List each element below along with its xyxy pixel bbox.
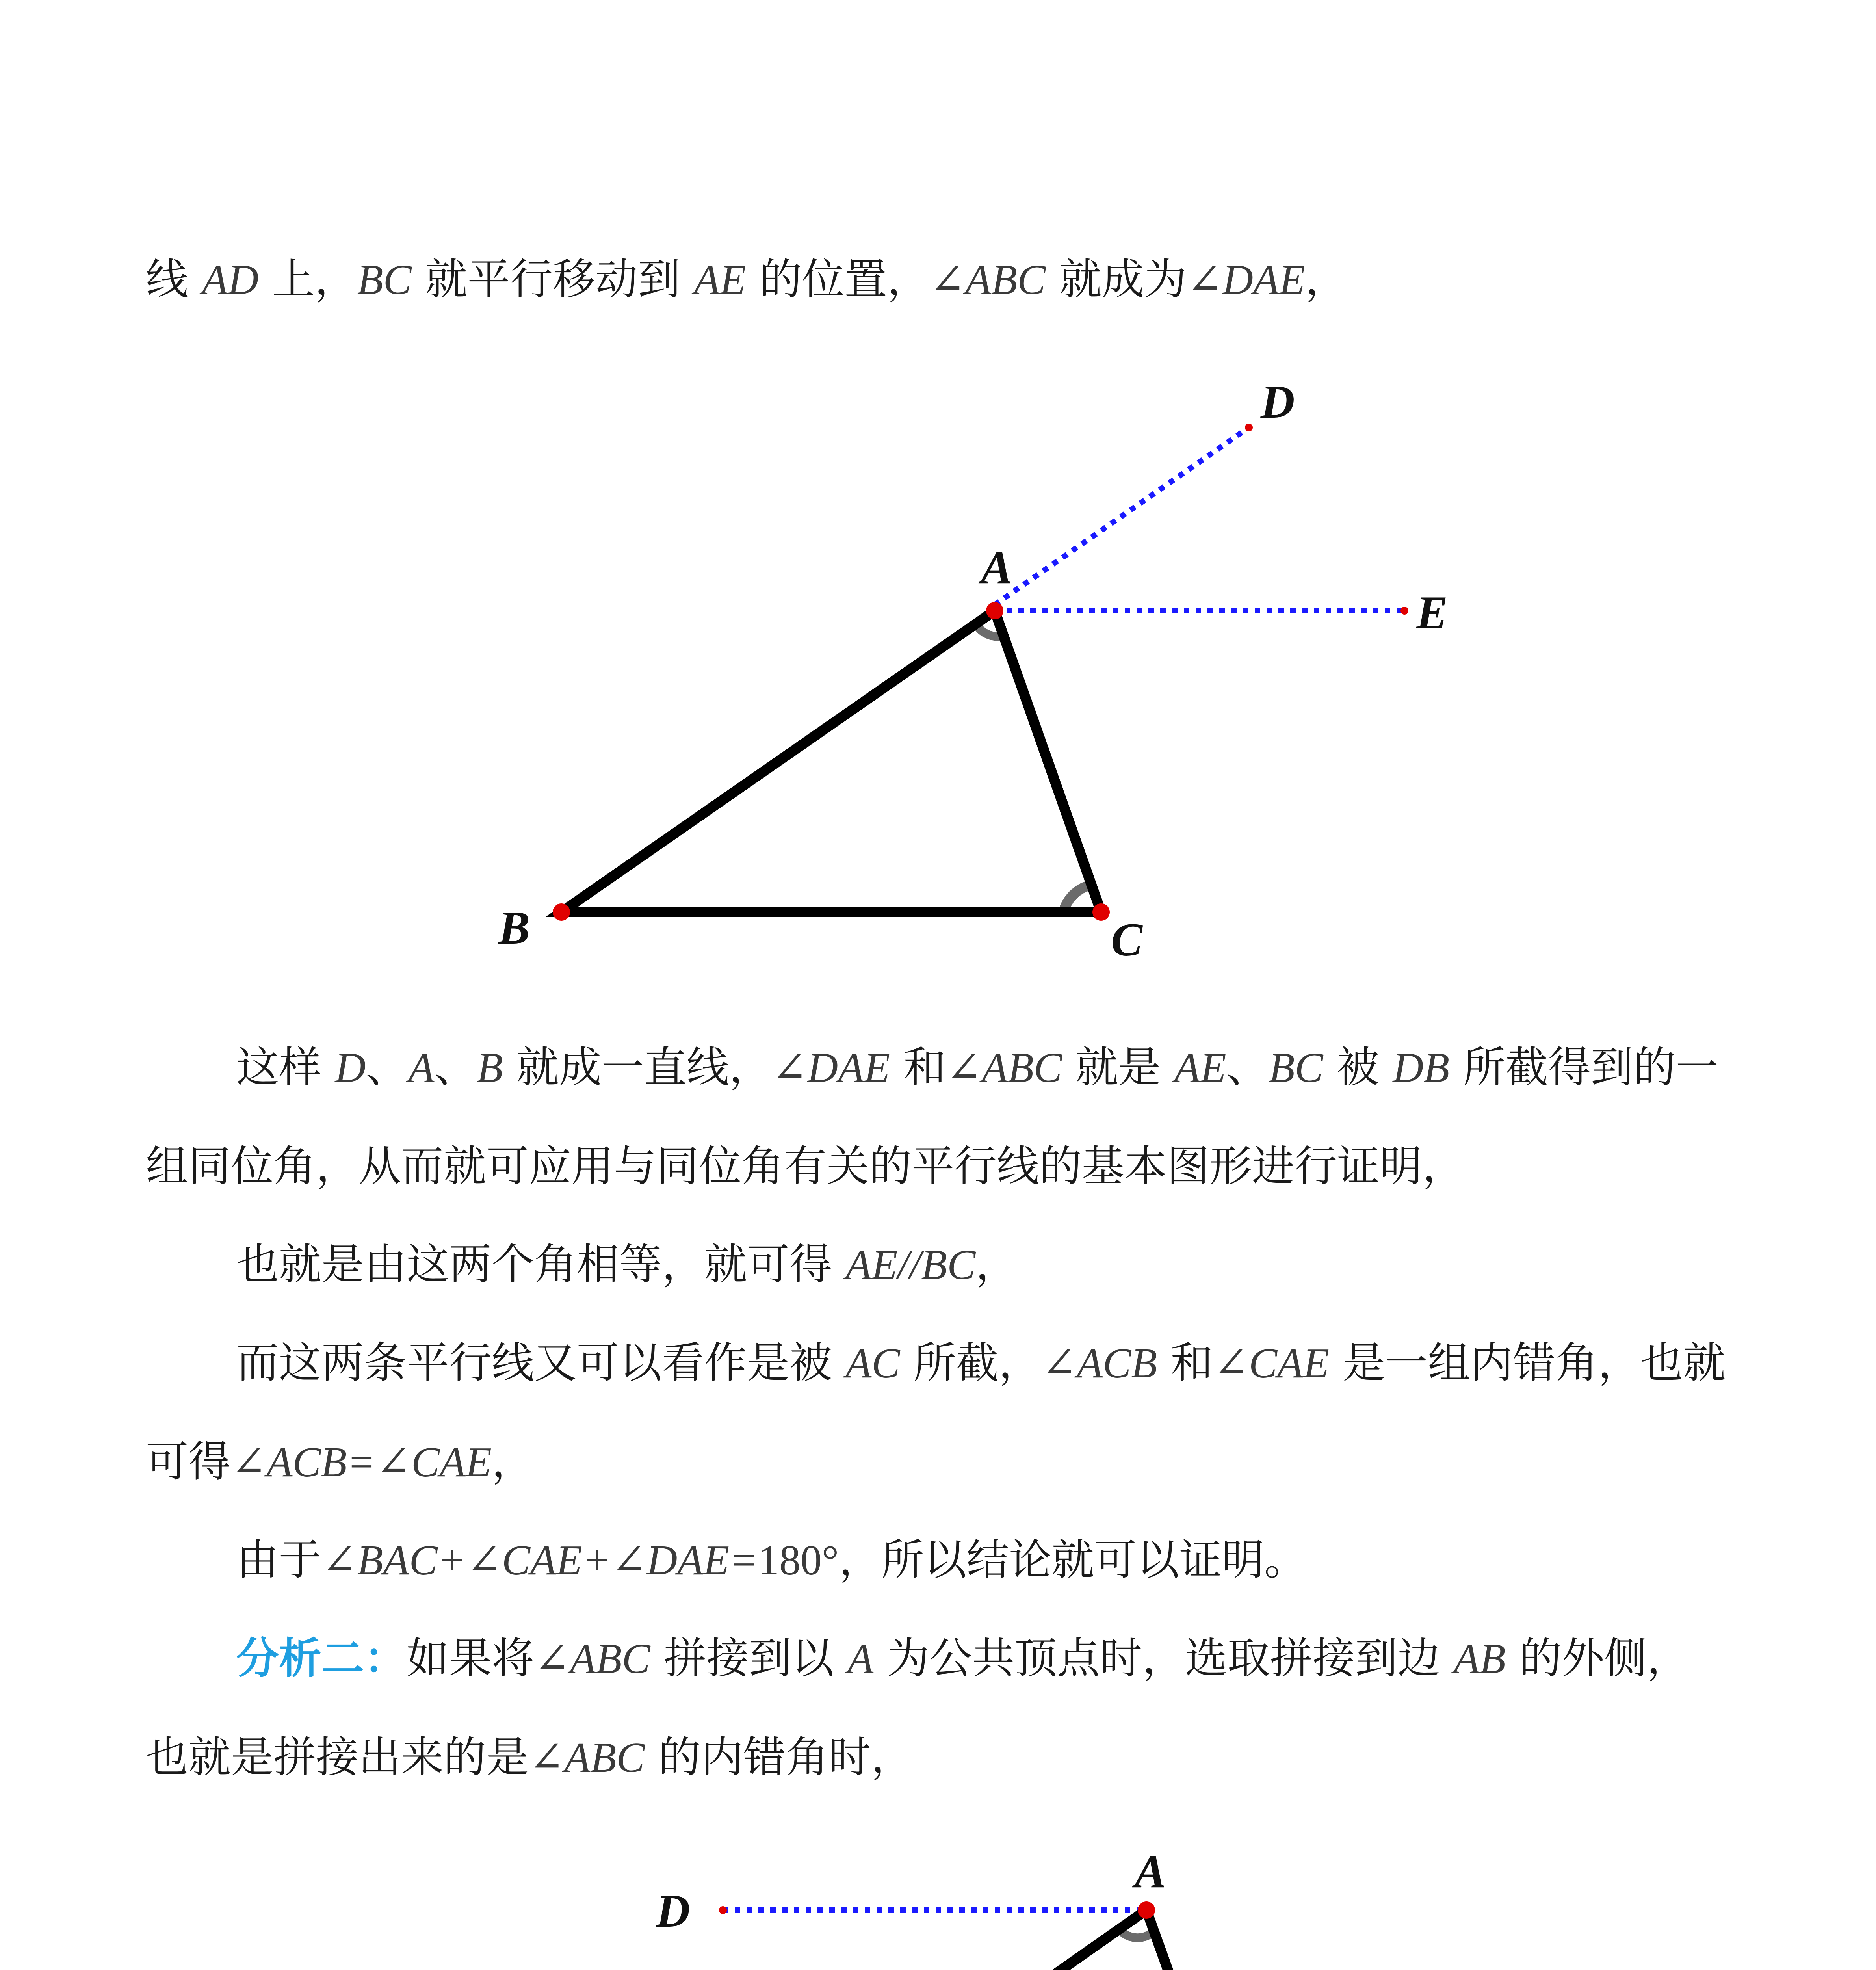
math: AE: [694, 256, 746, 303]
figure-2-triangle-alternate-angle: [0, 1812, 1876, 1970]
label-e: E: [1416, 586, 1448, 639]
math: BC: [357, 256, 412, 303]
text: 线: [146, 255, 202, 304]
text: 、: [434, 1043, 477, 1092]
analysis-heading: 分析二：: [236, 1634, 407, 1683]
math: AD: [202, 256, 259, 303]
label-d: D: [1261, 375, 1295, 428]
text: 为公共顶点时，选取拼接到边: [873, 1634, 1454, 1683]
math: AC: [845, 1340, 900, 1387]
text: 由于: [236, 1535, 322, 1585]
math: ∠CAE: [1213, 1340, 1329, 1387]
math: ∠ACB=∠CAE: [231, 1439, 492, 1486]
text: 上，: [258, 255, 357, 304]
math: D: [335, 1044, 366, 1091]
text: ，: [975, 1240, 1018, 1289]
text: 就成为: [1046, 255, 1187, 304]
paragraph-3: [146, 1215, 1729, 1314]
text: 就是: [1062, 1043, 1174, 1092]
text: 所截，: [900, 1338, 1041, 1388]
math: AE//BC: [845, 1241, 976, 1288]
text: 就成一直线，: [503, 1043, 772, 1092]
math: BC: [1269, 1044, 1323, 1091]
text: ，: [1305, 255, 1348, 304]
math: AE: [1174, 1044, 1226, 1091]
math: ∠ABC: [929, 256, 1046, 303]
text: 和: [1157, 1338, 1213, 1388]
paragraph-6: [146, 1609, 1729, 1807]
math: ∠BAC+∠CAE+∠DAE=: [321, 1537, 758, 1584]
point-a: [986, 602, 1003, 619]
paragraph-4: [146, 1314, 1729, 1512]
point-c: [1092, 903, 1110, 921]
text: 就平行移动到: [411, 255, 694, 304]
text: 、: [1226, 1043, 1269, 1092]
paragraph-5: [146, 1511, 1729, 1610]
text: 拼接到以: [650, 1634, 848, 1683]
math: ∠ABC: [946, 1044, 1062, 1091]
number: 180°: [758, 1537, 839, 1584]
label-b: B: [498, 901, 530, 954]
ray-ad: [995, 427, 1249, 605]
text: 的位置，: [746, 255, 930, 304]
triangle-abc: [561, 611, 1101, 912]
math: ∠DAE: [771, 1044, 890, 1091]
math: ∠ABC: [534, 1635, 650, 1682]
text: 的内错角时，: [645, 1733, 914, 1782]
math: ∠ABC: [529, 1734, 645, 1781]
math: DB: [1393, 1044, 1450, 1091]
math: A: [408, 1044, 435, 1091]
point-d: [719, 1906, 727, 1914]
text: ，所以结论就可以证明。: [839, 1535, 1307, 1585]
text: 、: [366, 1043, 409, 1092]
text: 和: [890, 1043, 946, 1092]
point-d: [1245, 424, 1253, 431]
math: B: [477, 1044, 503, 1091]
point-a: [1138, 1901, 1155, 1919]
math: ∠ACB: [1041, 1340, 1157, 1387]
text: 这样: [236, 1043, 335, 1092]
text: 被: [1323, 1043, 1393, 1092]
math: AB: [1453, 1635, 1506, 1682]
triangle-abc: [717, 1910, 1255, 1970]
text: 所截得到的一组同位角，从而就可应用与同位角有关的平行线的基本图形进行证明，: [146, 1043, 1718, 1191]
point-b: [553, 903, 570, 921]
label-c: C: [1111, 913, 1143, 966]
math: ∠DAE: [1187, 256, 1305, 303]
label-a: A: [1135, 1845, 1166, 1898]
paragraph-2: [146, 1018, 1729, 1216]
text: ，: [491, 1437, 534, 1487]
text: 是一组内错角，也就可得: [146, 1338, 1726, 1487]
label-d: D: [656, 1885, 690, 1937]
text: 如果将: [407, 1634, 535, 1683]
label-a: A: [981, 541, 1013, 593]
text: 也就是由这两个角相等，就可得: [236, 1240, 846, 1289]
math: A: [847, 1635, 874, 1682]
point-e: [1400, 607, 1408, 615]
text: 而这两条平行线又可以看作是被: [236, 1338, 846, 1388]
text: 的外侧，也就是拼接出来的是: [146, 1634, 1690, 1782]
